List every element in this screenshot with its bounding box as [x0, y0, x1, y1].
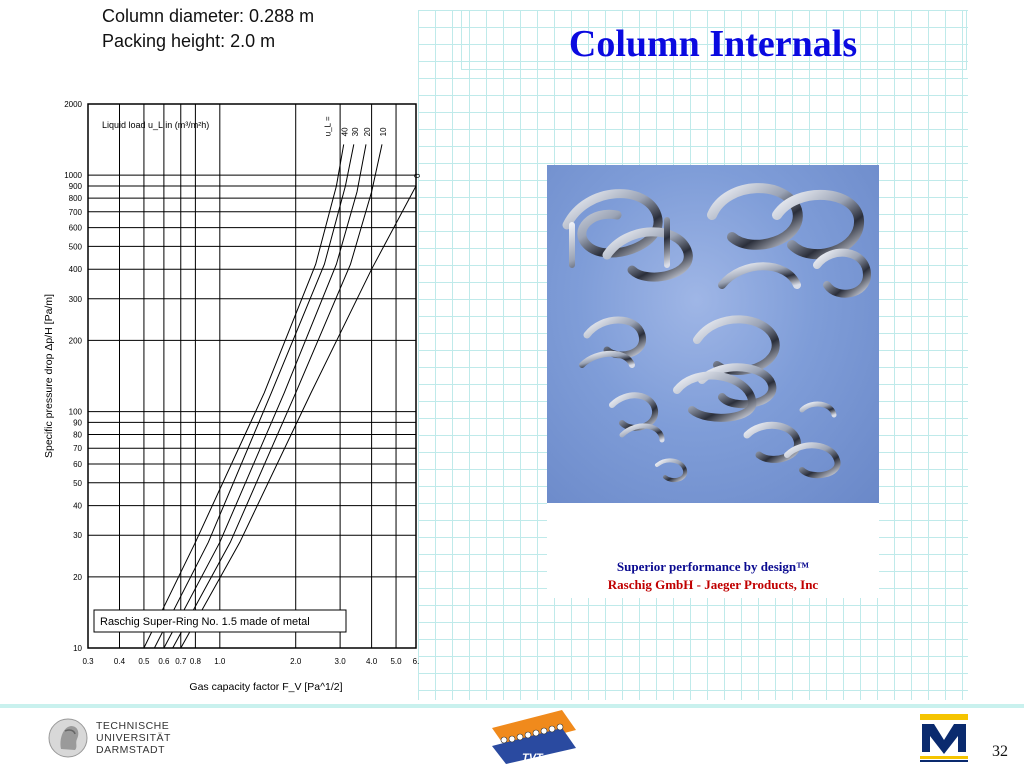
x-tick-label: 0.8 [189, 657, 201, 666]
y-tick-label: 20 [73, 572, 82, 582]
y-tick-label: 600 [68, 223, 82, 233]
series-line-30 [154, 144, 353, 648]
series-line-40 [144, 144, 344, 648]
michigan-tech-logo-icon [920, 714, 968, 764]
y-tick-label: 100 [68, 407, 82, 417]
x-tick-label: 0.7 [175, 657, 187, 666]
y-tick-label: 300 [68, 294, 82, 304]
y-tick-label: 500 [68, 242, 82, 252]
series-label-10: 10 [379, 127, 389, 137]
page-number: 32 [992, 743, 1008, 760]
svg-text:Raschig Super-Ring No. 1.5 mad: Raschig Super-Ring No. 1.5 made of metal [100, 616, 310, 628]
series-label-0: 0 [413, 173, 422, 178]
y-tick-label: 800 [68, 194, 82, 204]
y-tick-label: 10 [73, 644, 82, 653]
chart-grid [88, 104, 416, 648]
y-tick-label: 50 [73, 478, 82, 488]
x-tick-label: 2.0 [290, 657, 302, 666]
x-tick-label: 4.0 [366, 657, 378, 666]
chart-ticks [64, 100, 419, 666]
series-label-20: 20 [362, 127, 372, 137]
series-label-30: 30 [350, 127, 360, 137]
series-line-20 [164, 144, 366, 648]
column-diameter: Column diameter: 0.288 m [102, 6, 315, 26]
x-tick-label: 0.4 [113, 657, 126, 666]
y-tick-label: 40 [73, 501, 82, 511]
chart-title: Liquid load u_L in (m³/m²h) [102, 120, 210, 130]
y-tick-label: 60 [73, 460, 82, 470]
column-info [102, 4, 314, 54]
raschig-ring-photo [547, 165, 879, 503]
caption-company: Raschig GmbH - Jaeger Products, Inc [607, 577, 819, 592]
university-line-1: TECHNISCHE [96, 720, 170, 732]
slide-title: Column Internals [568, 23, 858, 65]
metal-rings-image [547, 165, 879, 503]
x-tick-label: 0.5 [138, 657, 150, 666]
university-name [96, 720, 171, 756]
x-tick-label: 1.0 [214, 657, 226, 666]
university-line-3: DARMSTADT [96, 744, 166, 756]
series-label-40: 40 [340, 127, 350, 137]
pressure-drop-chart [0, 80, 430, 700]
x-axis-label: Gas capacity factor F_V [Pa^1/2] [189, 681, 343, 693]
y-tick-label: 90 [73, 418, 82, 428]
y-tick-label: 700 [68, 207, 82, 217]
photo-caption [547, 503, 879, 598]
y-tick-label: 400 [68, 265, 82, 275]
x-tick-label: 3.0 [334, 657, 346, 666]
y-tick-label: 200 [68, 336, 82, 346]
x-tick-label: 0.6 [158, 657, 170, 666]
y-tick-label: 900 [68, 181, 82, 191]
series-line-0 [181, 186, 416, 648]
packing-annotation [94, 610, 346, 632]
y-tick-label: 80 [73, 430, 82, 440]
tvt-logo-text: TVT [522, 752, 543, 764]
tu-darmstadt-logo-icon [47, 717, 89, 759]
legend-title: u_L = [323, 116, 333, 137]
packing-height: Packing height: 2.0 m [102, 31, 276, 51]
chart-series [144, 116, 422, 648]
tvt-logo-icon [492, 710, 576, 764]
y-tick-label: 1000 [64, 171, 82, 181]
caption-tagline: Superior performance by design™ [616, 559, 810, 574]
y-tick-label: 30 [73, 531, 82, 541]
x-tick-label: 5.0 [390, 657, 402, 666]
y-axis-label: Specific pressure drop Δp/H [Pa/m] [43, 294, 55, 458]
university-line-2: UNIVERSITÄT [96, 732, 171, 744]
x-tick-label: 6. [412, 657, 420, 666]
y-tick-label: 2000 [64, 100, 82, 109]
x-tick-label: 0.3 [82, 657, 94, 666]
y-tick-label: 70 [73, 444, 82, 454]
footer-divider [0, 704, 1024, 708]
